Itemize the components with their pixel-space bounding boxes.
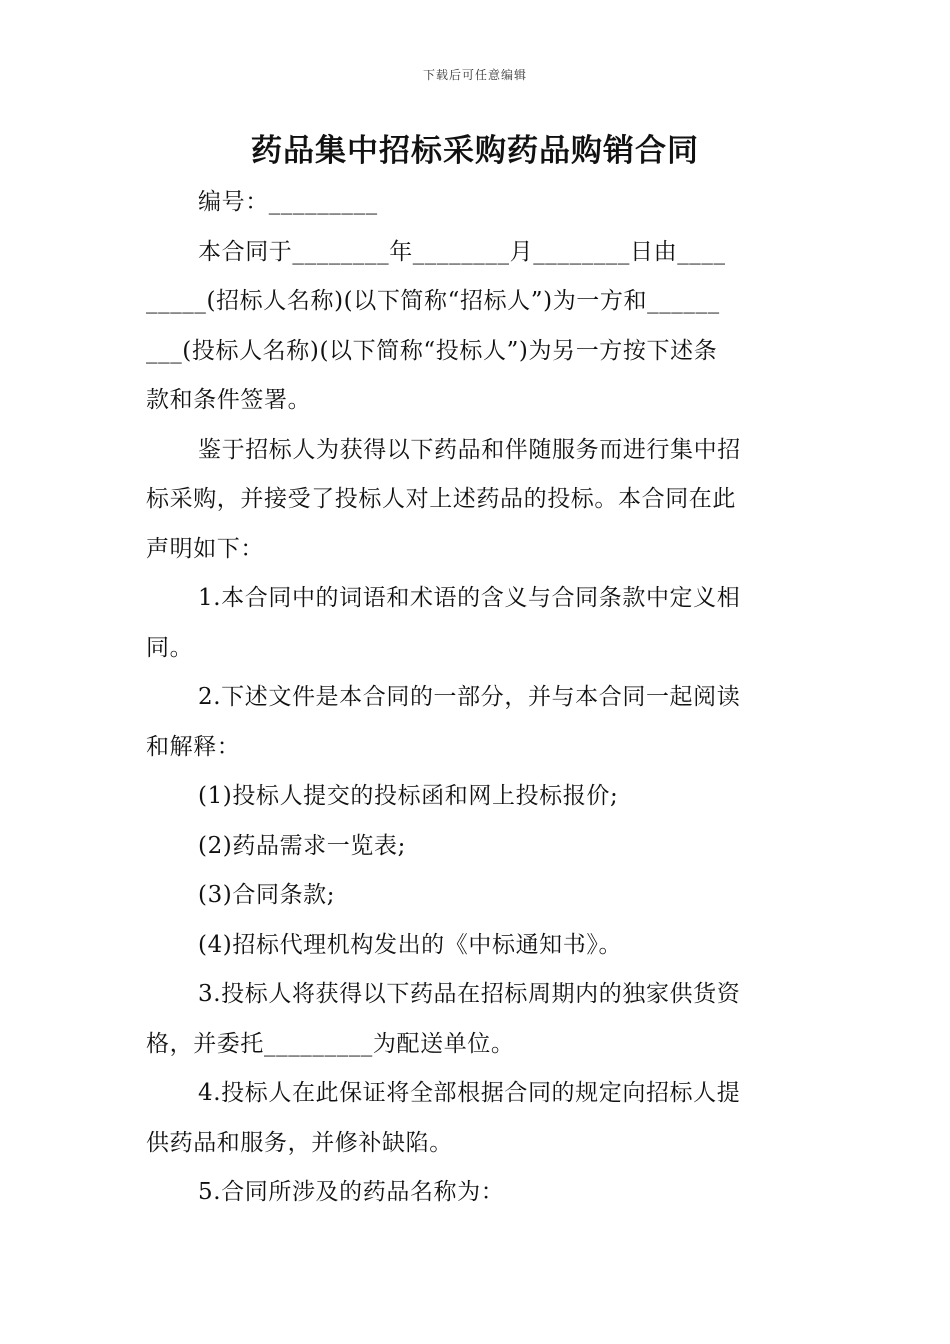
header-note: 下载后可任意编辑 [422,68,527,82]
paragraph-line: 声明如下： [146,535,264,562]
clause-line: 同。 [146,634,194,661]
list-item: (1)投标人提交的投标函和网上投标报价; [198,783,619,809]
paragraph-line: _____(招标人名称)(以下简称“招标人”)为一方和______ [146,288,720,314]
list-item: (3)合同条款; [198,882,336,908]
paragraph-line: 鉴于招标人为获得以下药品和伴随服务而进行集中招 [198,436,741,463]
document-body [146,178,808,1218]
paragraph-line: 款和条件签署。 [146,387,312,413]
document-title: 药品集中招标采购药品购销合同 [251,133,699,169]
clause-line: 4.投标人在此保证将全部根据合同的规定向招标人提 [198,1080,741,1106]
list-item: (4)招标代理机构发出的《中标通知书》。 [198,931,623,958]
contract-number-line: 编号：_________ [198,189,378,215]
clause-line: 供药品和服务，并修补缺陷。 [146,1129,453,1156]
paragraph-line: 标采购，并接受了投标人对上述药品的投标。本合同在此 [146,486,736,512]
clause-line: 格，并委托_________为配送单位。 [146,1030,515,1057]
clause-line: 5.合同所涉及的药品名称为： [198,1179,505,1205]
clause-line: 和解释： [146,733,241,760]
clause-line: 1.本合同中的词语和术语的含义与合同条款中定义相 [198,585,741,611]
list-item: (2)药品需求一览表; [198,832,406,859]
paragraph-line: ___(投标人名称)(以下简称“投标人”)为另一方按下述条 [146,337,718,364]
paragraph-line: 本合同于________年________月________日由____ [198,238,726,265]
clause-line: 3.投标人将获得以下药品在招标周期内的独家供货资 [198,981,741,1007]
clause-line: 2.下述文件是本合同的一部分，并与本合同一起阅读 [198,684,741,710]
